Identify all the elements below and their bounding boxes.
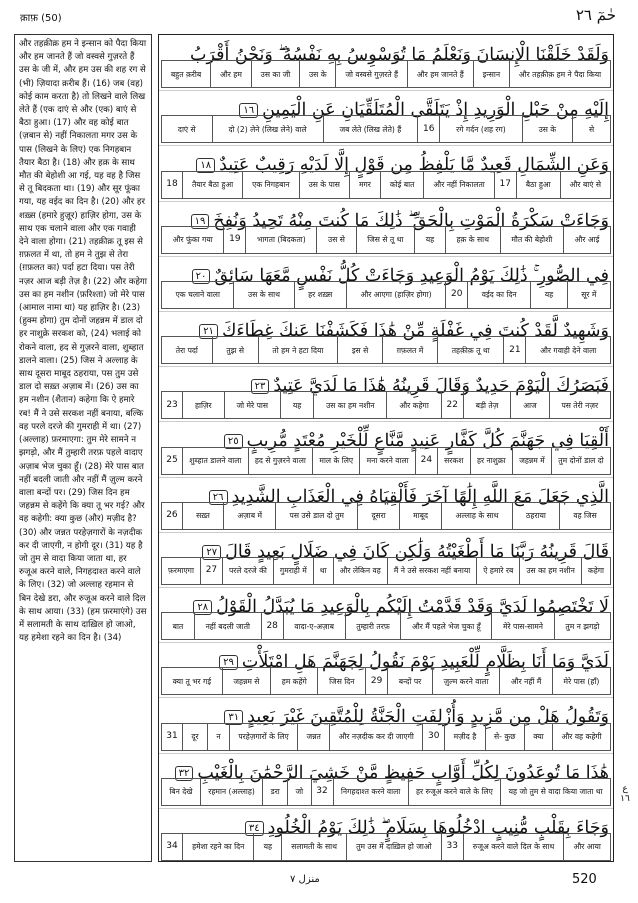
row-divider: [159, 697, 613, 698]
row-divider: [159, 808, 613, 809]
verse-row: [159, 532, 613, 587]
manzil-label: منزل ٧: [290, 874, 320, 885]
word-meaning-cell: और आएगा (हाज़िर होगा): [347, 281, 446, 309]
word-meaning-row: [161, 557, 611, 585]
word-meaning-cell: 28: [262, 612, 284, 640]
word-meaning-cell: गुमराही में: [274, 557, 314, 585]
word-meaning-cell: जब लेते (लिख लेते) हैं: [324, 115, 419, 143]
word-meaning-cell: उस का हम नशीन: [520, 557, 581, 585]
word-meaning-cell: तुम्हारी तरफ़: [346, 612, 402, 640]
word-meaning-cell: 27: [201, 557, 223, 585]
word-meaning-cell: 19: [224, 226, 246, 254]
word-meaning-cell: जहन्नम से: [223, 667, 271, 695]
ayah-number-marker: ٢٩: [219, 655, 238, 670]
arabic-text: وَلَقَدْ خَلَقْنَا الْإِنسَانَ وَنَعْلَمُ مَا تُوَسْوِسُ بِهِ نَفْسُهُ ۖ وَنَحْنُ أَقْرَبُ: [189, 45, 609, 65]
verse-row: [159, 587, 613, 642]
word-meaning-cell: हक़ के साथ: [446, 226, 501, 254]
word-meaning-cell: हम कहेंगे: [271, 667, 318, 695]
word-meaning-cell: भागता (बिदकता): [246, 226, 317, 254]
arabic-text: فِي الصُّورِ ۚ ذَٰلِكَ يَوْمُ الْوَعِيدِ وَجَاءَتْ كُلُّ نَفْسٍ مَّعَهَا سَائِقٌ: [214, 265, 609, 286]
word-meaning-cell: मज़ीद है: [445, 723, 485, 751]
row-divider: [159, 587, 613, 588]
verse-row: [159, 366, 613, 421]
verse-row: [159, 201, 613, 256]
word-meaning-cell: जन्नत: [298, 723, 330, 751]
word-meaning-cell: और लेकिन वह: [334, 557, 388, 585]
verse-row: [159, 421, 613, 476]
word-meaning-cell: दो (2) लेने (लिख लेने) वाले: [213, 115, 324, 143]
word-meaning-cell: बड़ी तेज़: [464, 391, 512, 419]
word-meaning-cell: और हम जानते हैं: [408, 60, 474, 88]
verse-row: [159, 477, 613, 532]
word-meaning-row: [161, 60, 611, 88]
word-meaning-row: [161, 171, 611, 199]
word-meaning-cell: दूसरा: [358, 502, 400, 530]
word-meaning-cell: मैं ने उसे सरकश नहीं बनाया: [388, 557, 477, 585]
word-meaning-cell: उस के साथ: [234, 281, 294, 309]
word-meaning-cell: तुम दोनों डाल दो: [552, 447, 611, 475]
word-meaning-cell: मौत की बेहोशी: [501, 226, 564, 254]
word-meaning-cell: एक चलाने वाला: [161, 281, 234, 309]
word-meaning-cell: से- कुछ: [486, 723, 525, 751]
word-meaning-cell: तुम उस में दाख़िल हो जाओ: [347, 833, 442, 861]
word-meaning-cell: सूर में: [568, 281, 611, 309]
arabic-text: وَتَقُولُ هَلْ مِن مَّزِيدٍ وَأُزْلِفَتِ الْجَنَّةُ لِلْمُتَّقِينَ غَيْرَ بَعِيدٍ: [247, 707, 609, 728]
word-meaning-cell: जिस दिन: [318, 667, 366, 695]
ayah-number-marker: ٢٧: [202, 545, 221, 560]
ayah-number-marker: ١٩: [191, 214, 210, 229]
word-meaning-cell: से: [573, 115, 611, 143]
arabic-text: لَا تَخْتَصِمُوا لَدَيَّ وَقَدْ قَدَّمْتُ إِلَيْكُم بِالْوَعِيدِ مَا يُبَدَّلُ الْقَوْلُ: [216, 597, 609, 617]
word-meaning-cell: वईद का दिन: [468, 281, 531, 309]
verse-row: [159, 808, 613, 863]
word-meaning-cell: उस का हम नशीन: [314, 391, 387, 419]
word-meaning-row: [161, 281, 611, 309]
verse-row: [159, 35, 613, 90]
translation-column: [14, 34, 152, 862]
word-meaning-row: [161, 502, 611, 530]
word-meaning-cell: शुब्हात डालने वाला: [183, 447, 249, 475]
word-meaning-cell: निगहदाश्त करने वाला: [334, 778, 409, 806]
word-meaning-row: [161, 226, 611, 254]
row-divider: [159, 477, 613, 478]
word-meaning-cell: 34: [161, 833, 183, 861]
word-meaning-cell: माल के लिए: [313, 447, 360, 475]
word-meaning-cell: मेरे पास (हाँ): [553, 667, 611, 695]
verse-row: [159, 90, 613, 145]
word-meaning-cell: पस तेरी नज़र: [550, 391, 611, 419]
arabic-text: وَجَاءَ بِقَلْبٍ مُّنِيبٍ ادْخُلُوهَا بِسَلَامٍ ۖ ذَٰلِكَ يَوْمُ الْخُلُودِ: [267, 817, 609, 838]
arabic-text: الَّذِي جَعَلَ مَعَ اللَّهِ إِلَٰهًا آخَرَ فَأَلْقِيَاهُ فِي الْعَذَابِ الشَّدِيدِ: [231, 486, 609, 507]
word-meaning-cell: और गवाही देने वाला: [526, 336, 611, 364]
word-meaning-row: [161, 115, 611, 143]
word-meaning-row: [161, 833, 611, 861]
word-meaning-cell: 17: [495, 171, 517, 199]
word-meaning-cell: और नहीं मैं: [500, 667, 553, 695]
word-meaning-cell: ठहराया: [513, 502, 560, 530]
ayah-number-marker: ٢٥: [224, 434, 243, 449]
word-meaning-cell: दाएं से: [161, 115, 213, 143]
word-meaning-cell: मगर: [350, 171, 381, 199]
word-meaning-row: [161, 336, 611, 364]
word-meaning-cell: 24: [416, 447, 438, 475]
word-meaning-row: [161, 667, 611, 695]
word-meaning-cell: और आई: [564, 226, 611, 254]
verse-row: [159, 697, 613, 752]
word-meaning-cell: जिस से तू था: [357, 226, 416, 254]
word-meaning-cell: अल्लाह के साथ: [442, 502, 512, 530]
word-meaning-cell: 20: [446, 281, 468, 309]
word-meaning-cell: दूर: [183, 723, 208, 751]
surah-name-hindi: क़ाफ़ (50): [20, 13, 62, 24]
word-by-word-panel: [158, 34, 614, 862]
row-divider: [159, 366, 613, 367]
page-footer: [0, 866, 638, 896]
row-divider: [159, 90, 613, 91]
word-meaning-cell: था: [314, 557, 334, 585]
word-meaning-cell: और बाएं से: [561, 171, 611, 199]
word-meaning-cell: उस से: [317, 226, 356, 254]
arabic-text: قَالَ قَرِينُهُ رَبَّنَا مَا أَطْغَيْتُهُ وَلَٰكِن كَانَ فِي ضَلَالٍ بَعِيدٍ قَالَ: [225, 541, 609, 562]
word-meaning-row: [161, 723, 611, 751]
word-meaning-cell: तुझ से: [213, 336, 259, 364]
row-divider: [159, 753, 613, 754]
row-divider: [159, 421, 613, 422]
word-meaning-cell: ऐ हमारे रब: [477, 557, 520, 585]
ayah-number-marker: ٢١: [199, 324, 218, 339]
word-meaning-cell: हर रुजूअ करने वाले के लिए: [409, 778, 502, 806]
row-divider: [159, 311, 613, 312]
word-meaning-cell: 16: [418, 115, 440, 143]
word-meaning-cell: रहमान (अल्लाह): [201, 778, 263, 806]
word-meaning-cell: 33: [442, 833, 464, 861]
word-meaning-cell: रुजूअ करने वाले दिल के साथ: [464, 833, 565, 861]
ayah-number-marker: ٣١: [224, 710, 243, 725]
ayah-number-marker: ٢٦: [209, 490, 228, 505]
word-meaning-cell: जो वस्वसे गुज़रते हैं: [336, 60, 408, 88]
word-meaning-cell: आज: [511, 391, 549, 419]
word-meaning-cell: नहीं बदली जाती: [195, 612, 262, 640]
word-meaning-cell: सलामती के साथ: [282, 833, 347, 861]
word-meaning-cell: सरकश: [438, 447, 471, 475]
ayah-number-marker: ٣٢: [175, 766, 194, 781]
word-meaning-cell: और फूंका गया: [161, 226, 224, 254]
word-meaning-cell: बिन देखे: [161, 778, 201, 806]
word-meaning-cell: यह: [281, 391, 314, 419]
word-meaning-cell: ज़ुल्म करने वाला: [433, 667, 500, 695]
word-meaning-cell: जो: [288, 778, 311, 806]
verse-row: [159, 642, 613, 697]
page-number: 520: [572, 872, 597, 887]
word-meaning-cell: जो मेरे पास: [225, 391, 281, 419]
word-meaning-cell: मना करने वाला: [360, 447, 416, 475]
word-meaning-cell: एक निगहबान: [243, 171, 299, 199]
ayah-number-marker: ٢٣: [251, 379, 270, 394]
word-meaning-row: [161, 447, 611, 475]
word-meaning-cell: बन्दों पर: [388, 667, 433, 695]
ruku-mark: ع ١٦: [620, 784, 630, 804]
word-meaning-cell: यह जो तुम से वादा किया जाता था: [501, 778, 611, 806]
word-meaning-cell: बहुत क़रीब: [161, 60, 211, 88]
word-meaning-cell: उस के पास: [300, 171, 350, 199]
word-meaning-cell: तो हम ने हटा दिया: [259, 336, 338, 364]
word-meaning-cell: और कहेगा: [387, 391, 441, 419]
word-meaning-cell: परहेज़गारों के लिए: [230, 723, 298, 751]
arabic-text: وَشَهِيدٌ لَّقَدْ كُنتَ فِي غَفْلَةٍ مِّنْ هَٰذَا فَكَشَفْنَا عَنكَ غِطَاءَكَ: [221, 321, 609, 341]
word-meaning-cell: 32: [312, 778, 334, 806]
word-meaning-cell: बात: [161, 612, 195, 640]
row-divider: [159, 201, 613, 202]
row-divider: [159, 532, 613, 533]
word-meaning-cell: 30: [423, 723, 445, 751]
word-meaning-cell: हाज़िर: [183, 391, 225, 419]
word-meaning-cell: रगे गर्दन (शह रग): [440, 115, 522, 143]
word-meaning-cell: इन्सान: [474, 60, 510, 88]
word-meaning-cell: 29: [366, 667, 388, 695]
word-meaning-cell: और हम: [211, 60, 252, 88]
word-meaning-cell: डरा: [263, 778, 288, 806]
word-meaning-cell: मेरे पास-सामने: [492, 612, 554, 640]
arabic-text: وَعَنِ الشِّمَالِ قَعِيدٌ مَّا يَلْفِظُ مِن قَوْلٍ إِلَّا لَدَيْهِ رَقِيبٌ عَتِيدٌ: [219, 155, 609, 176]
verse-row: [159, 311, 613, 366]
word-meaning-cell: तुम न झगड़ो: [555, 612, 611, 640]
word-meaning-cell: 22: [442, 391, 464, 419]
word-meaning-cell: पस उसे डाल दो तुम: [276, 502, 358, 530]
arabic-text: وَجَاءَتْ سَكْرَةُ الْمَوْتِ بِالْحَقِّ ۖ ذَٰلِكَ مَا كُنتَ مِنْهُ تَحِيدُ وَنُفِخَ: [213, 210, 609, 231]
word-meaning-cell: क्या तू भर गई: [161, 667, 223, 695]
word-meaning-cell: उस के: [523, 115, 573, 143]
verse-row: [159, 256, 613, 311]
word-meaning-cell: और नज़दीक कर दी जाएगी: [330, 723, 423, 751]
ayah-number-marker: ١٨: [196, 158, 215, 173]
word-meaning-cell: कोई बात: [381, 171, 425, 199]
word-meaning-cell: हर नाशुक्रा: [471, 447, 513, 475]
word-meaning-cell: यह: [254, 833, 282, 861]
ayah-number-marker: ١٦: [239, 103, 258, 118]
word-meaning-cell: अज़ाब में: [224, 502, 276, 530]
word-meaning-cell: और आया: [564, 833, 611, 861]
word-meaning-cell: जहन्नम में: [513, 447, 552, 475]
word-meaning-row: [161, 391, 611, 419]
word-meaning-cell: बैठा हुआ: [517, 171, 561, 199]
word-meaning-cell: यह: [415, 226, 446, 254]
arabic-text: إِلَيْهِ مِنْ حَبْلِ الْوَرِيدِ إِذْ يَتَلَقَّى الْمُتَلَقِّيَانِ عَنِ الْيَمِينِ: [262, 100, 609, 121]
word-meaning-cell: वादा-ए-अज़ाब: [284, 612, 346, 640]
word-meaning-cell: क्या: [525, 723, 553, 751]
ayah-number-marker: ٢٨: [193, 600, 212, 615]
juz-name-arabic: حٰمٓ ٢٦: [575, 6, 616, 24]
verse-row: [159, 753, 613, 808]
word-meaning-cell: 31: [161, 723, 183, 751]
word-meaning-cell: 23: [161, 391, 183, 419]
page-header: [0, 0, 638, 30]
word-meaning-cell: हद से गुज़रने वाला: [249, 447, 314, 475]
word-meaning-cell: परले दरजे की: [223, 557, 274, 585]
word-meaning-cell: 25: [161, 447, 183, 475]
word-meaning-cell: 26: [161, 502, 183, 530]
word-meaning-cell: सख़्त: [183, 502, 224, 530]
verse-row: [159, 145, 613, 200]
word-meaning-cell: और वह कहेगी: [553, 723, 611, 751]
word-meaning-row: [161, 778, 611, 806]
word-meaning-cell: फ़रमाएगा: [161, 557, 201, 585]
word-meaning-cell: तहक़ीक़ तू था: [438, 336, 504, 364]
row-divider: [159, 145, 613, 146]
word-meaning-cell: 21: [504, 336, 526, 364]
word-meaning-cell: और नहीं निकालता: [424, 171, 494, 199]
word-meaning-cell: 18: [161, 171, 183, 199]
word-meaning-row: [161, 612, 611, 640]
word-meaning-cell: हर शख़्स: [295, 281, 347, 309]
word-meaning-cell: हमेशा रहने का दिन: [183, 833, 255, 861]
row-divider: [159, 256, 613, 257]
word-meaning-cell: यह: [531, 281, 568, 309]
ayah-number-marker: ٢٠: [192, 269, 211, 284]
word-meaning-cell: और तहक़ीक़ हम ने पैदा किया: [510, 60, 611, 88]
row-divider: [159, 642, 613, 643]
word-meaning-cell: तेरा पर्दा: [161, 336, 213, 364]
word-meaning-cell: न: [208, 723, 230, 751]
word-meaning-cell: ग़फ़लत में: [383, 336, 438, 364]
word-meaning-cell: माबूद: [400, 502, 442, 530]
ayah-number-marker: ٣٤: [245, 821, 264, 836]
arabic-text: هَٰذَا مَا تُوعَدُونَ لِكُلِّ أَوَّابٍ حَفِيظٍ مَّنْ خَشِيَ الرَّحْمَٰنَ بِالْغَيْبِ: [197, 762, 609, 783]
word-meaning-cell: और मैं पहले भेज चुका हूँ: [401, 612, 492, 640]
arabic-text: فَبَصَرُكَ الْيَوْمَ حَدِيدٌ وَقَالَ قَرِينُهُ هَٰذَا مَا لَدَيَّ عَتِيدٌ: [273, 376, 609, 397]
word-meaning-cell: इस से: [338, 336, 383, 364]
translation-text: और तहक़ीक़ हम ने इन्सान को पैदा किया और हम जानते हैं जो वस्वसे गुज़रते हैं उस के जी में, और हम उस की शह रग से (भी) ज़ियादा क़रीब हैं। (16) जब (वह) कोई काम करता है) तो लिखने वाले लिख लेते हैं (एक दाएं से और (एक) बाएं से बैठा हुआ। (17) और वह कोई बात (ज़बान से) नहीं निकालता मगर उस के पास (लिखने के लिए) एक निगहबान तैयार बैठा है। (18) और हक़ के साथ मौत की बेहोशी आ गई, यह वह है जिस से तू बिदकता था। (19) और सूर फूंका गया, यह वईद का दिन है। (20) और हर शख़्स (हमारे हुज़ूर) हाज़िर होगा, उस के साथ एक चलाने वाला और एक गवाही देने वाला होगा। (21) तहक़ीक़ तू इस से ग़फ़लत में था, तो हम ने तुझ से तेरा (ग़फ़लत का) पर्दा हटा दिया। पस तेरी नज़र आज बड़ी तेज़ है। (22) और कहेगा उस का हम नशीन (फ़रिश्ता) जो मेरे पास (आमाल नामा था) यह हाज़िर है। (23) (हुक्म होगा) तुम दोनों जहन्नम में डाल दो हर नाशुक्रे सरकश को, (24) भलाई को रोकने वाला, हद से गुज़रने वाला, शुब्हात डालने वाला। (25) जिस ने अल्लाह के साथ दूसरा माबूद ठहराया, पस तुम उसे डाल दो सख़्त अज़ाब में। (26) उस का हम नशीन (शैतान) कहेगा कि ऐ हमारे रब! मैं ने उसे सरकश नहीं बनाया, बल्कि वह परले दरजे की गुमराही में था। (27) (अल्लाह) फ़रमाएगा: तुम मेरे सामने न झगड़ो, और मैं तुम्हारी तरफ़ पहले वादाए अज़ाब भेज चुका हूँ। (28) मेरे पास बात नहीं बदली जाती और नहीं मैं ज़ुल्म करने वाला बन्दों पर। (29) जिस दिन हम जहन्नम से कहेंगे कि क्या तू भर गई? और वह कहेगी: क्या कुछ (और) मज़ीद है? (30) और जन्नत परहेज़गारों के नज़दीक कर दी जाएगी, न होगी दूर। (31) यह है जो तुम से वादा किया जाता था, हर रुजूअ करने वाले, निगहदाश्त करने वाले के लिए। (32) जो अल्लाह रहमान से बिन देखे डरा, और रुजूअ करने वाले दिल के साथ आया। (33) (हम फ़रमाएंगे) उस में सलामती के साथ दाख़िल हो जाओ, यह हमेशा रहने का दिन है। (34): [19, 39, 147, 644]
word-meaning-cell: उस का जी: [252, 60, 300, 88]
arabic-text: أَلْقِيَا فِي جَهَنَّمَ كُلَّ كَفَّارٍ عَنِيدٍ مَّنَّاعٍ لِّلْخَيْرِ مُعْتَدٍ مُّرِيبٍ: [246, 431, 609, 452]
word-meaning-cell: तैयार बैठा हुआ: [183, 171, 243, 199]
word-meaning-cell: कहेगा: [582, 557, 611, 585]
word-meaning-cell: वह जिस: [560, 502, 611, 530]
word-meaning-cell: उस के: [300, 60, 336, 88]
arabic-text: لَدَيَّ وَمَا أَنَا بِظَلَّامٍ لِّلْعَبِيدِ يَوْمَ نَقُولُ لِجَهَنَّمَ هَلِ امْتَلَأْتِ: [241, 652, 609, 673]
